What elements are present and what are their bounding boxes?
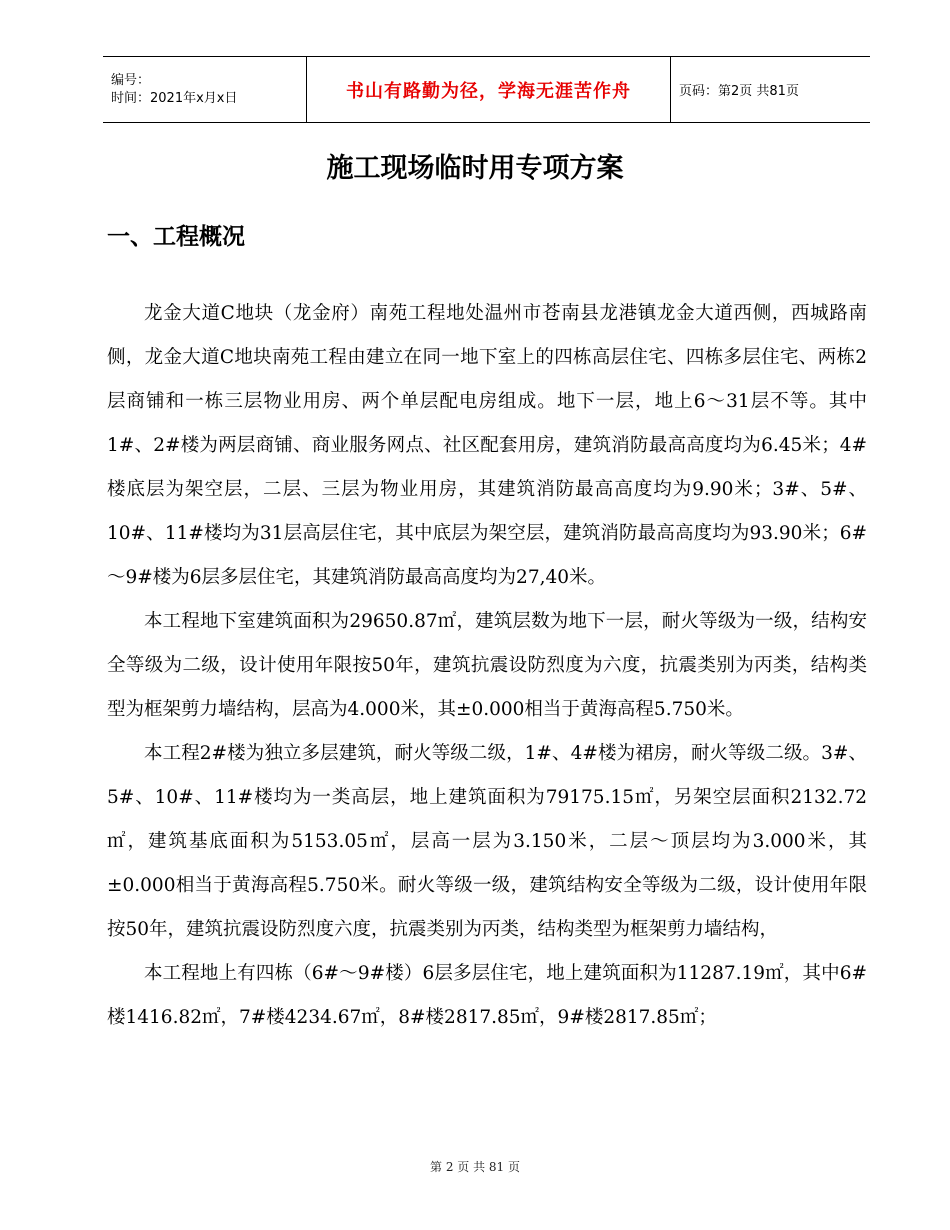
document-title: 施工现场临时用专项方案 — [326, 153, 624, 184]
paragraph: 本工程地下室建筑面积为29650.87㎡，建筑层数为地下一层，耐火等级为一级，结构安全等级为二级，设计使用年限按50年，建筑抗震设防烈度为六度，抗震类别为丙类，结构类型为框架剪力墙结构，层高为4.000米，其±0.000相当于黄海高程5.750米。 — [107, 611, 867, 720]
page-header — [103, 56, 870, 123]
paragraph: 本工程地上有四栋（6#～9#楼）6层多层住宅，地上建筑面积为11287.19㎡，其中6#楼1416.82㎡，7#楼4234.67㎡，8#楼2817.85㎡，9#楼2817.85㎡； — [107, 963, 867, 1028]
paragraph: 龙金大道C地块（龙金府）南苑工程地处温州市苍南县龙港镇龙金大道西侧，西城路南侧，龙金大道C地块南苑工程由建立在同一地下室上的四栋高层住宅、四栋多层住宅、两栋2层商铺和一栋三层物业用房、两个单层配电房组成。地下一层，地上6～31层不等。其中1#、2#楼为两层商铺、商业服务网点、社区配套用房，建筑消防最高高度均为6.45米；4#楼底层为架空层，二层、三层为物业用房，其建筑消防最高高度均为9.90米；3#、5#、10#、11#楼均为31层高层住宅，其中底层为架空层，建筑消防最高高度均为93.90米；6#～9#楼为6层多层住宅，其建筑消防最高高度均为27,40米。 — [107, 303, 867, 588]
page-footer: 第 2 页 共 81 页 — [430, 1160, 520, 1174]
header-meta — [103, 57, 307, 122]
time-label: 时间：2021年x月x日 — [111, 90, 238, 106]
header-motto-cell — [307, 57, 671, 122]
header-page-cell — [671, 57, 799, 122]
page-info: 页码：第2页 共81页 — [679, 84, 799, 99]
serial-label: 编号： — [111, 72, 151, 88]
section-heading: 一、工程概况 — [107, 224, 245, 250]
paragraph: 本工程2#楼为独立多层建筑，耐火等级二级，1#、4#楼为裙房，耐火等级二级。3#、5#、10#、11#楼均为一类高层，地上建筑面积为79175.15㎡，另架空层面积2132.72㎡，建筑基底面积为5153.05㎡，层高一层为3.150米，二层～顶层均为3.000米，其±0.000相当于黄海高程5.750米。耐火等级一级，建筑结构安全等级为二级，设计使用年限按50年，建筑抗震设防烈度六度，抗震类别为丙类，结构类型为框架剪力墙结构， — [107, 743, 867, 940]
document-body — [107, 292, 867, 1040]
motto: 书山有路勤为径，学海无涯苦作舟 — [346, 80, 631, 102]
